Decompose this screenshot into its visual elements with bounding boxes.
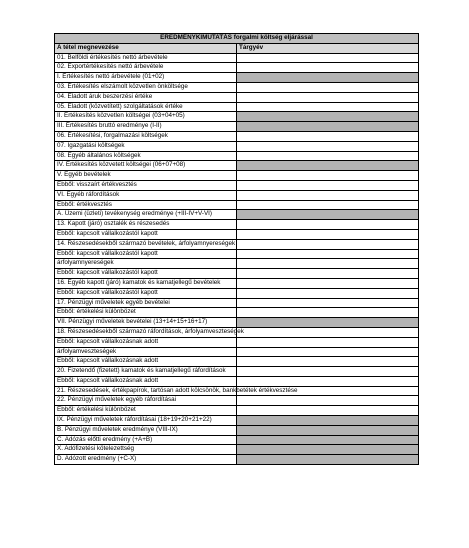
row-value-current-year[interactable]: [237, 406, 419, 416]
row-label: V. Egyéb bevételek: [55, 171, 237, 181]
row-value-current-year[interactable]: [237, 82, 419, 92]
table-row: [55, 425, 419, 435]
column-header-item-name: A tétel megnevezése: [55, 43, 237, 53]
row-value-current-year[interactable]: [237, 220, 419, 230]
row-label: 04. Eladott áruk beszerzési értéke: [55, 92, 237, 102]
row-label: B. Pénzügyi műveletek eredménye (VIII-IX): [55, 425, 237, 435]
table-row: [55, 288, 419, 298]
row-label: IV. Értékesítés közvetett költségei (06+07+08): [55, 161, 237, 171]
row-label: 02. Exportértékesítés nettó árbevétele: [55, 63, 237, 73]
row-value-current-year[interactable]: [237, 435, 419, 445]
row-value-current-year[interactable]: [237, 190, 419, 200]
row-label: árfolyamveszteségek: [55, 347, 237, 357]
row-value-current-year[interactable]: [237, 112, 419, 122]
row-label: 21. Részesedések, értékpapírok, tartósan adott kölcsönök, bankbetétek értékvesztése: [55, 386, 237, 396]
row-value-current-year[interactable]: [237, 337, 419, 347]
income-statement-table: [54, 33, 419, 465]
row-label: Ebből: kapcsolt vállalkozásnak adott: [55, 357, 237, 367]
table-row: [55, 131, 419, 141]
row-value-current-year[interactable]: [237, 298, 419, 308]
row-label: Ebből: kapcsolt vállalkozástól kapott: [55, 229, 237, 239]
row-label: D. Adózott eredmény (+C-X): [55, 455, 237, 465]
row-label: Ebből: értékelési különbözet: [55, 308, 237, 318]
row-value-current-year[interactable]: [237, 92, 419, 102]
table-row: [55, 171, 419, 181]
row-label: 07. Igazgatási költségek: [55, 141, 237, 151]
row-label: 13. Kapott (járó) osztalék és részesedés: [55, 220, 237, 230]
table-header-row: [55, 43, 419, 53]
row-value-current-year[interactable]: [237, 288, 419, 298]
table-row: [55, 318, 419, 328]
row-label: Ebből: értékvesztés: [55, 200, 237, 210]
row-value-current-year[interactable]: [237, 455, 419, 465]
row-value-current-year[interactable]: [237, 376, 419, 386]
table-title-row: [55, 34, 419, 44]
row-label: A. Üzemi (üzleti) tevékenység eredménye (+III-IV+V-VI): [55, 210, 237, 220]
table-row: [55, 376, 419, 386]
row-value-current-year[interactable]: [237, 180, 419, 190]
row-value-current-year[interactable]: [237, 249, 419, 259]
row-value-current-year[interactable]: [237, 122, 419, 132]
table-row: [55, 406, 419, 416]
table-row: [55, 200, 419, 210]
row-value-current-year[interactable]: [237, 171, 419, 181]
row-label: C. Adózás előtti eredmény (+A+B): [55, 435, 237, 445]
row-label: Ebből: kapcsolt vállalkozásnak adott: [55, 337, 237, 347]
row-value-current-year[interactable]: [237, 63, 419, 73]
row-value-current-year[interactable]: [237, 425, 419, 435]
row-label: 17. Pénzügyi műveletek egyéb bevételei: [55, 298, 237, 308]
table-row: [55, 82, 419, 92]
table-row: [55, 122, 419, 132]
row-value-current-year[interactable]: [237, 210, 419, 220]
table-row: [55, 367, 419, 377]
row-label: 20. Fizetendő (fizetett) kamatok és kamatjellegű ráfordítások: [55, 367, 237, 377]
table-row: [55, 259, 419, 269]
row-value-current-year[interactable]: [237, 327, 419, 337]
table-row: [55, 357, 419, 367]
row-label: Ebből: kapcsolt vállalkozásnak adott: [55, 376, 237, 386]
table-row: [55, 386, 419, 396]
row-value-current-year[interactable]: [237, 102, 419, 112]
row-label: 05. Eladott (közvetített) szolgáltatások értéke: [55, 102, 237, 112]
table-row: [55, 63, 419, 73]
row-label: III. Értékesítés bruttó eredménye (I-II): [55, 122, 237, 132]
row-value-current-year[interactable]: [237, 416, 419, 426]
row-label: 08. Egyéb általános költségek: [55, 151, 237, 161]
row-label: 14. Részesedésekből származó bevételek, árfolyamnyereségek: [55, 239, 237, 249]
table-row: [55, 396, 419, 406]
row-value-current-year[interactable]: [237, 53, 419, 63]
table-row: [55, 239, 419, 249]
table-row: [55, 278, 419, 288]
row-value-current-year[interactable]: [237, 278, 419, 288]
table-row: [55, 210, 419, 220]
row-value-current-year[interactable]: [237, 239, 419, 249]
table-row: [55, 53, 419, 63]
table-row: [55, 327, 419, 337]
row-label: 18. Részesedésekből származó ráfordítások, árfolyamveszteségek: [55, 327, 237, 337]
table-row: [55, 455, 419, 465]
table-row: [55, 73, 419, 83]
row-label: IX. Pénzügyi műveletek ráfordításai (18+19+20+21+22): [55, 416, 237, 426]
row-value-current-year[interactable]: [237, 269, 419, 279]
table-row: [55, 445, 419, 455]
table-row: [55, 190, 419, 200]
column-header-current-year: Tárgyév: [237, 43, 419, 53]
row-value-current-year[interactable]: [237, 141, 419, 151]
table-row: [55, 298, 419, 308]
row-value-current-year[interactable]: [237, 151, 419, 161]
row-label: 06. Értékesítési, forgalmazási költségek: [55, 131, 237, 141]
row-label: 01. Belföldi értékesítés nettó árbevétele: [55, 53, 237, 63]
table-row: [55, 337, 419, 347]
table-row: [55, 249, 419, 259]
table-row: [55, 308, 419, 318]
table-row: [55, 151, 419, 161]
row-label: VI. Egyéb ráfordítások: [55, 190, 237, 200]
table-row: [55, 92, 419, 102]
table-row: [55, 141, 419, 151]
row-value-current-year[interactable]: [237, 318, 419, 328]
table-row: [55, 416, 419, 426]
row-label: II. Értékesítés közvetlen költségei (03+04+05): [55, 112, 237, 122]
row-value-current-year[interactable]: [237, 161, 419, 171]
row-value-current-year[interactable]: [237, 229, 419, 239]
table-row: [55, 347, 419, 357]
row-value-current-year[interactable]: [237, 396, 419, 406]
row-label: árfolyamnyereségek: [55, 259, 237, 269]
row-label: 03. Értékesítés elszámolt közvetlen önköltsége: [55, 82, 237, 92]
income-statement-sheet: [54, 33, 419, 465]
row-value-current-year[interactable]: [237, 445, 419, 455]
row-label: Ebből: visszaírt értékvesztés: [55, 180, 237, 190]
row-label: X. Adófizetési kötelezettség: [55, 445, 237, 455]
row-value-current-year[interactable]: [237, 259, 419, 269]
row-label: 22. Pénzügyi műveletek egyéb ráfordításai: [55, 396, 237, 406]
table-row: [55, 180, 419, 190]
row-value-current-year[interactable]: [237, 308, 419, 318]
table-row: [55, 269, 419, 279]
row-label: Ebből: kapcsolt vállalkozástól kapott: [55, 269, 237, 279]
table-row: [55, 161, 419, 171]
row-label: Ebből: kapcsolt vállalkozástól kapott: [55, 288, 237, 298]
row-value-current-year[interactable]: [237, 200, 419, 210]
row-value-current-year[interactable]: [237, 347, 419, 357]
table-row: [55, 112, 419, 122]
row-label: Ebből: értékelési különbözet: [55, 406, 237, 416]
table-row: [55, 102, 419, 112]
row-value-current-year[interactable]: [237, 357, 419, 367]
table-title: EREDMÉNYKIMUTATÁS forgalmi költség eljárással: [55, 34, 419, 44]
row-label: I. Értékesítés nettó árbevétele (01+02): [55, 73, 237, 83]
table-row: [55, 229, 419, 239]
table-row: [55, 220, 419, 230]
row-label: Ebből: kapcsolt vállalkozástól kapott: [55, 249, 237, 259]
row-label: 16. Egyéb kapott (járó) kamatok és kamatjellegű bevételek: [55, 278, 237, 288]
row-label: VII. Pénzügyi műveletek bevételei (13+14+15+16+17): [55, 318, 237, 328]
row-value-current-year[interactable]: [237, 367, 419, 377]
row-value-current-year[interactable]: [237, 131, 419, 141]
table-row: [55, 435, 419, 445]
row-value-current-year[interactable]: [237, 73, 419, 83]
